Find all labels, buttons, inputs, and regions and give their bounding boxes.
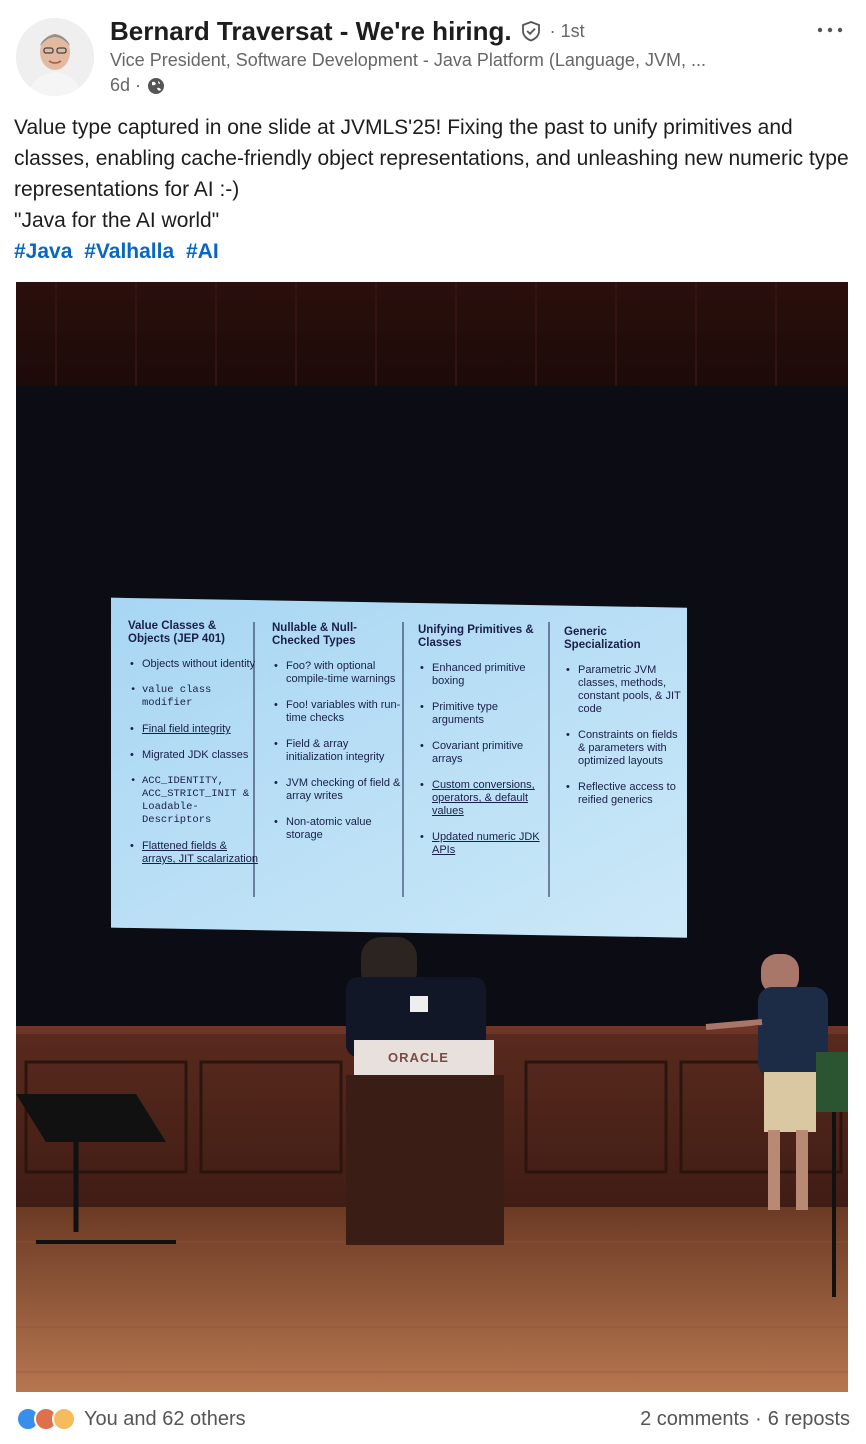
reposts-count[interactable]: 6 reposts (767, 1407, 850, 1430)
hashtag-valhalla[interactable]: #Valhalla (84, 240, 175, 263)
slide-item: • value class modifier (142, 684, 260, 710)
slide-column-4 (564, 626, 682, 820)
slide-item: • Final field integrity (142, 723, 260, 736)
more-options-button[interactable] (810, 16, 850, 44)
slide-item: • Primitive type arguments (432, 701, 550, 727)
slide-column-2-title: Nullable & Null-Checked Types (272, 622, 357, 647)
slide-column-2 (272, 622, 404, 855)
connection-degree: · 1st (549, 20, 585, 41)
slide-item: • Migrated JDK classes (142, 749, 260, 762)
slide-column-3 (418, 624, 550, 870)
post-header (16, 14, 850, 98)
slide-item: • Custom conversions, operators, & default values (432, 779, 550, 818)
slide-item: • Non-atomic value storage (286, 816, 404, 842)
slide-item: • Covariant primitive arrays (432, 740, 550, 766)
slide-column-1-title: Value Classes & Objects (JEP 401) (128, 620, 225, 645)
author-avatar[interactable] (16, 18, 94, 96)
globe-icon (147, 77, 165, 95)
verified-shield-icon (520, 20, 542, 42)
author-name[interactable]: Bernard Traversat - We're hiring. (110, 15, 512, 46)
slide-item: • Updated numeric JDK APIs (432, 831, 550, 857)
slide-item: • Field & array initialization integrity (286, 738, 404, 764)
more-icon (817, 27, 843, 33)
slide-column-3-title: Unifying Primitives & Classes (418, 624, 534, 649)
hashtag-ai[interactable]: #AI (186, 240, 219, 263)
author-headline: Vice President, Software Development - Java Platform (Language, JVM, ... (110, 50, 706, 70)
author-info (110, 14, 810, 96)
reactions-summary[interactable] (16, 1407, 246, 1431)
slide-item: • Objects without identity (142, 658, 260, 671)
slide-column-4-title: Generic Specialization (564, 626, 641, 651)
slide-item: • Foo! variables with run-time checks (286, 699, 404, 725)
engagement-stats (640, 1408, 850, 1431)
reaction-icons (16, 1407, 76, 1431)
social-bar (16, 1404, 850, 1434)
post-time: 6d · (110, 75, 142, 95)
slide-item: • Constraints on fields & parameters with optimized layouts (578, 729, 682, 768)
slide-item: • Flattened fields & arrays, JIT scalarization (142, 840, 260, 866)
hashtag-java[interactable]: #Java (14, 240, 73, 263)
post-text-line-1: Value type captured in one slide at JVMLS'25! Fixing the past to unify primitives and classes, enabling cache-friendly object representations, and unleashing new numeric type representations for AI :-) (14, 116, 849, 201)
post-photo[interactable] (16, 282, 848, 1392)
slide-item: • Reflective access to reified generics (578, 781, 682, 807)
comments-count[interactable]: 2 comments (640, 1407, 750, 1430)
post-body (14, 112, 854, 267)
slide-item: • Parametric JVM classes, methods, constant pools, & JIT code (578, 664, 682, 716)
podium-logo: ORACLE (388, 1050, 449, 1065)
stats-separator: · (755, 1407, 762, 1430)
slide-item: • Enhanced primitive boxing (432, 662, 550, 688)
slide-item: • JVM checking of field & array writes (286, 777, 404, 803)
insightful-reaction-icon (52, 1407, 76, 1431)
slide-item: • Foo? with optional compile-time warnings (286, 660, 404, 686)
post-text-line-2: "Java for the AI world" (14, 209, 220, 232)
hashtags (14, 236, 854, 267)
reactions-count[interactable]: You and 62 others (84, 1407, 246, 1430)
slide-item: • ACC_IDENTITY, ACC_STRICT_INIT & Loadable-Descriptors (142, 775, 260, 827)
slide-column-1 (128, 620, 260, 879)
